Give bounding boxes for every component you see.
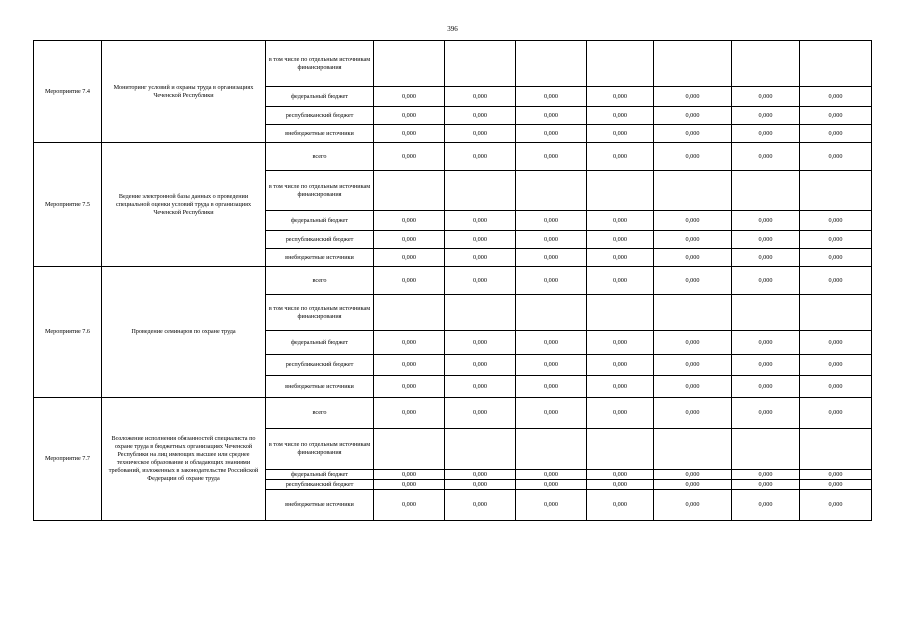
amount-cell: 0,000 bbox=[800, 355, 872, 376]
amount-cell: 0,000 bbox=[374, 490, 445, 521]
amount-cell: 0,000 bbox=[654, 355, 732, 376]
amount-cell: 0,000 bbox=[654, 480, 732, 490]
amount-cell: 0,000 bbox=[800, 125, 872, 143]
amount-cell: 0,000 bbox=[374, 331, 445, 355]
amount-cell bbox=[654, 295, 732, 331]
funding-source: республиканский бюджет bbox=[266, 231, 374, 249]
funding-source: всего bbox=[266, 267, 374, 295]
amount-cell: 0,000 bbox=[800, 490, 872, 521]
amount-cell: 0,000 bbox=[732, 470, 800, 480]
amount-cell bbox=[587, 41, 654, 87]
amount-cell: 0,000 bbox=[587, 211, 654, 231]
amount-cell: 0,000 bbox=[516, 143, 587, 171]
amount-cell: 0,000 bbox=[800, 398, 872, 429]
funding-source: внебюджетные источники bbox=[266, 249, 374, 267]
amount-cell: 0,000 bbox=[445, 331, 516, 355]
amount-cell bbox=[374, 295, 445, 331]
amount-cell: 0,000 bbox=[732, 267, 800, 295]
amount-cell bbox=[654, 429, 732, 470]
amount-cell: 0,000 bbox=[732, 480, 800, 490]
amount-cell: 0,000 bbox=[374, 249, 445, 267]
funding-source: в том числе по отдельным источникам финансирования bbox=[266, 41, 374, 87]
amount-cell: 0,000 bbox=[654, 331, 732, 355]
amount-cell bbox=[445, 41, 516, 87]
funding-source: федеральный бюджет bbox=[266, 470, 374, 480]
amount-cell: 0,000 bbox=[374, 87, 445, 107]
amount-cell bbox=[654, 41, 732, 87]
amount-cell: 0,000 bbox=[445, 125, 516, 143]
amount-cell: 0,000 bbox=[587, 480, 654, 490]
amount-cell: 0,000 bbox=[732, 376, 800, 398]
funding-source: федеральный бюджет bbox=[266, 331, 374, 355]
amount-cell: 0,000 bbox=[374, 267, 445, 295]
amount-cell: 0,000 bbox=[732, 249, 800, 267]
amount-cell bbox=[800, 41, 872, 87]
amount-cell: 0,000 bbox=[516, 211, 587, 231]
amount-cell: 0,000 bbox=[800, 470, 872, 480]
amount-cell bbox=[587, 295, 654, 331]
amount-cell: 0,000 bbox=[445, 231, 516, 249]
amount-cell: 0,000 bbox=[800, 267, 872, 295]
amount-cell: 0,000 bbox=[732, 87, 800, 107]
measure-name: Мониторинг условий и охраны труда в организациях Чеченской Республики bbox=[102, 41, 266, 143]
amount-cell bbox=[516, 41, 587, 87]
amount-cell: 0,000 bbox=[654, 107, 732, 125]
funding-source: внебюджетные источники bbox=[266, 490, 374, 521]
budget-table-wrapper bbox=[33, 40, 872, 521]
amount-cell: 0,000 bbox=[445, 480, 516, 490]
amount-cell: 0,000 bbox=[654, 376, 732, 398]
funding-source: федеральный бюджет bbox=[266, 211, 374, 231]
amount-cell: 0,000 bbox=[732, 211, 800, 231]
amount-cell: 0,000 bbox=[374, 480, 445, 490]
amount-cell bbox=[516, 429, 587, 470]
funding-source: внебюджетные источники bbox=[266, 125, 374, 143]
amount-cell: 0,000 bbox=[516, 376, 587, 398]
amount-cell: 0,000 bbox=[732, 331, 800, 355]
amount-cell: 0,000 bbox=[654, 125, 732, 143]
amount-cell: 0,000 bbox=[516, 490, 587, 521]
amount-cell bbox=[445, 295, 516, 331]
amount-cell: 0,000 bbox=[800, 87, 872, 107]
funding-source: в том числе по отдельным источникам финансирования bbox=[266, 171, 374, 211]
amount-cell: 0,000 bbox=[516, 480, 587, 490]
amount-cell: 0,000 bbox=[374, 231, 445, 249]
amount-cell bbox=[800, 295, 872, 331]
amount-cell: 0,000 bbox=[587, 143, 654, 171]
amount-cell bbox=[732, 41, 800, 87]
amount-cell: 0,000 bbox=[800, 231, 872, 249]
amount-cell bbox=[587, 429, 654, 470]
amount-cell: 0,000 bbox=[587, 125, 654, 143]
amount-cell: 0,000 bbox=[732, 398, 800, 429]
amount-cell: 0,000 bbox=[374, 470, 445, 480]
amount-cell: 0,000 bbox=[800, 480, 872, 490]
amount-cell: 0,000 bbox=[587, 376, 654, 398]
amount-cell: 0,000 bbox=[516, 267, 587, 295]
table-row bbox=[34, 398, 872, 429]
amount-cell: 0,000 bbox=[800, 143, 872, 171]
measure-label: Мероприятие 7.5 bbox=[34, 143, 102, 267]
amount-cell: 0,000 bbox=[587, 87, 654, 107]
amount-cell bbox=[445, 171, 516, 211]
amount-cell: 0,000 bbox=[516, 470, 587, 480]
amount-cell: 0,000 bbox=[516, 331, 587, 355]
funding-source: в том числе по отдельным источникам финансирования bbox=[266, 429, 374, 470]
amount-cell: 0,000 bbox=[516, 107, 587, 125]
amount-cell: 0,000 bbox=[587, 331, 654, 355]
amount-cell: 0,000 bbox=[732, 355, 800, 376]
amount-cell: 0,000 bbox=[587, 267, 654, 295]
amount-cell: 0,000 bbox=[800, 376, 872, 398]
amount-cell bbox=[732, 429, 800, 470]
amount-cell: 0,000 bbox=[516, 87, 587, 107]
amount-cell: 0,000 bbox=[445, 107, 516, 125]
amount-cell: 0,000 bbox=[654, 470, 732, 480]
funding-source: республиканский бюджет bbox=[266, 107, 374, 125]
amount-cell bbox=[800, 429, 872, 470]
funding-source: всего bbox=[266, 143, 374, 171]
amount-cell: 0,000 bbox=[732, 490, 800, 521]
amount-cell: 0,000 bbox=[516, 355, 587, 376]
amount-cell bbox=[374, 429, 445, 470]
amount-cell: 0,000 bbox=[445, 87, 516, 107]
amount-cell: 0,000 bbox=[732, 143, 800, 171]
table-row bbox=[34, 267, 872, 295]
amount-cell: 0,000 bbox=[374, 143, 445, 171]
amount-cell: 0,000 bbox=[445, 490, 516, 521]
funding-source: республиканский бюджет bbox=[266, 480, 374, 490]
page-number: 396 bbox=[447, 25, 458, 33]
measure-label: Мероприятие 7.7 bbox=[34, 398, 102, 521]
amount-cell: 0,000 bbox=[654, 490, 732, 521]
amount-cell: 0,000 bbox=[732, 231, 800, 249]
amount-cell: 0,000 bbox=[732, 125, 800, 143]
amount-cell: 0,000 bbox=[374, 398, 445, 429]
amount-cell: 0,000 bbox=[516, 398, 587, 429]
amount-cell bbox=[654, 171, 732, 211]
amount-cell bbox=[516, 295, 587, 331]
measure-name: Проведение семинаров по охране труда bbox=[102, 267, 266, 398]
amount-cell: 0,000 bbox=[374, 376, 445, 398]
amount-cell: 0,000 bbox=[374, 107, 445, 125]
amount-cell: 0,000 bbox=[445, 376, 516, 398]
amount-cell: 0,000 bbox=[654, 398, 732, 429]
funding-source: республиканский бюджет bbox=[266, 355, 374, 376]
amount-cell: 0,000 bbox=[445, 470, 516, 480]
measure-label: Мероприятие 7.4 bbox=[34, 41, 102, 143]
amount-cell bbox=[374, 171, 445, 211]
funding-source: всего bbox=[266, 398, 374, 429]
amount-cell: 0,000 bbox=[374, 355, 445, 376]
amount-cell: 0,000 bbox=[587, 355, 654, 376]
funding-source: в том числе по отдельным источникам финансирования bbox=[266, 295, 374, 331]
amount-cell: 0,000 bbox=[445, 211, 516, 231]
amount-cell: 0,000 bbox=[800, 331, 872, 355]
amount-cell: 0,000 bbox=[654, 211, 732, 231]
amount-cell: 0,000 bbox=[732, 107, 800, 125]
table-row bbox=[34, 143, 872, 171]
amount-cell: 0,000 bbox=[654, 267, 732, 295]
amount-cell: 0,000 bbox=[654, 249, 732, 267]
amount-cell: 0,000 bbox=[374, 125, 445, 143]
amount-cell: 0,000 bbox=[587, 490, 654, 521]
amount-cell: 0,000 bbox=[587, 249, 654, 267]
amount-cell: 0,000 bbox=[800, 211, 872, 231]
amount-cell: 0,000 bbox=[445, 398, 516, 429]
measure-name: Возложение исполнения обязанностей специалиста по охране труда в бюджетных организациях Чеченской Республики на лиц имеющих высшее или среднее техническое образование и обладающих знаниями требований, изложенных в законодательстве Российской Федерации об охране труда bbox=[102, 398, 266, 521]
measure-label: Мероприятие 7.6 bbox=[34, 267, 102, 398]
amount-cell: 0,000 bbox=[516, 125, 587, 143]
amount-cell: 0,000 bbox=[445, 355, 516, 376]
amount-cell bbox=[516, 171, 587, 211]
amount-cell: 0,000 bbox=[374, 211, 445, 231]
amount-cell: 0,000 bbox=[654, 143, 732, 171]
funding-source: внебюджетные источники bbox=[266, 376, 374, 398]
amount-cell: 0,000 bbox=[445, 249, 516, 267]
amount-cell bbox=[800, 171, 872, 211]
amount-cell bbox=[374, 41, 445, 87]
amount-cell: 0,000 bbox=[800, 107, 872, 125]
amount-cell bbox=[732, 171, 800, 211]
funding-source: федеральный бюджет bbox=[266, 87, 374, 107]
amount-cell: 0,000 bbox=[516, 249, 587, 267]
amount-cell: 0,000 bbox=[587, 107, 654, 125]
measure-name: Ведение электронной базы данных о проведении специальной оценки условий труда в организациях Чеченской Республики bbox=[102, 143, 266, 267]
budget-table bbox=[33, 40, 872, 521]
amount-cell: 0,000 bbox=[654, 87, 732, 107]
amount-cell: 0,000 bbox=[445, 143, 516, 171]
amount-cell: 0,000 bbox=[587, 231, 654, 249]
amount-cell: 0,000 bbox=[587, 398, 654, 429]
amount-cell: 0,000 bbox=[800, 249, 872, 267]
amount-cell: 0,000 bbox=[587, 470, 654, 480]
amount-cell bbox=[587, 171, 654, 211]
amount-cell bbox=[445, 429, 516, 470]
amount-cell: 0,000 bbox=[516, 231, 587, 249]
table-row bbox=[34, 41, 872, 87]
amount-cell: 0,000 bbox=[654, 231, 732, 249]
amount-cell bbox=[732, 295, 800, 331]
amount-cell: 0,000 bbox=[445, 267, 516, 295]
